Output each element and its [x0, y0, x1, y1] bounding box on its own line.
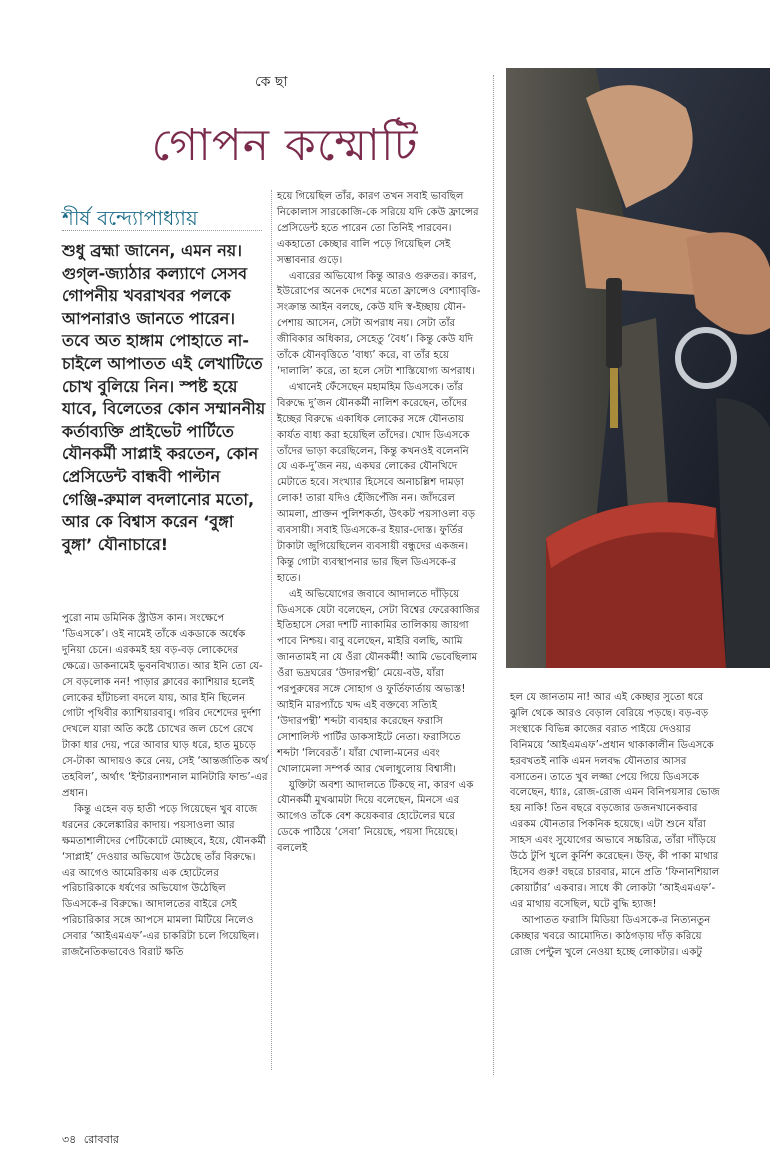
- paragraph: হয়ে গিয়েছিল তাঁর, কারণ তখন সবাই ভাবছিল নিকোলাস সারকোজি-কে সরিয়ে যদি কেউ ফ্রান্সের প্রেসিডেন্ট হতে পারেন তো তিনিই পারবেন। একহাতো কেচ্ছার বালি পড়ে গিয়েছিল সেই সম্ভাবনার গুড়ে।: [277, 191, 479, 266]
- paragraph: হল যে জানতাম না! আর এই কেচ্ছার সুতো ধরে ঝুলি থেকে আরও বেড়াল বেরিয়ে পড়ছে। বড়-বড় সংস্থাকে বিভিন্ন কাজের বরাত পাইয়ে দেওয়ার বিনিময়ে ‘আইএমএফ’-প্রধান থাকাকালীন ডিএসকে হরবখতই নাকি এমন দলবদ্ধ যৌনতার আসর বসাতেন। তাতে খুব লজ্জা পেয়ে গিয়ে ডিএসকে বলেছেন, ধ্যাঃ, রোজ-রোজ এমন বিনিপয়সার ভোজ হয় নাকি! তিন বছরে বড়জোর ডজনখানেকবার এরকম যৌনতার পিকনিক হয়েছে। এটা শুনে যাঁরা সাহস এবং সুযোগের অভাবে সচ্চরিত্র, তাঁরা দাঁড়িয়ে উঠে টুপি খুলে কুর্নিশ করেছেন। উফ্, কী পাকা মাথার হিসেব গুরু! বছরে চারবার, মানে প্রতি ‘ফিনানশিয়াল কোয়ার্টার’ একবার। সাধে কী লোকটা ‘আইএমএফ’-এর মাথায় বসেছিল, ঘটে বুদ্ধি হ্যাজ!: [510, 692, 720, 910]
- magazine-name: রোববার: [83, 1133, 119, 1146]
- page-footer: [62, 1131, 119, 1150]
- byline-divider: [62, 230, 262, 231]
- intro-paragraph: শুধু ব্রহ্মা জানেন, এমন নয়। গুগ্‌ল-জ্যাঠার কল্যাণে সেসব গোপনীয় খবরাখবর পলকে আপনারাও জানতে পারেন। তবে অত হাঙ্গাম পোহাতে না-চাইলে আপাতত এই লেখাটিতে চোখ বুলিয়ে নিন। স্পষ্ট হয়ে যাবে, বিলেতের কোন সম্মাননীয় কর্তাব্যক্তি প্রাইভেট পার্টিতে যৌনকর্মী সাপ্লাই করতেন, কোন প্রেসিডেন্ট বান্ধবী পাল্টান গেঞ্জি-রুমাল বদলানোর মতো, আর কে বিশ্বাস করেন ‘বুঙ্গা বুঙ্গা’ যৌনাচারে!: [62, 241, 266, 554]
- paragraph: পুরো নাম ডমিনিক স্ট্রাউস কান। সংক্ষেপে ‘ডিএসকে’। ওই নামেই তাঁকে একডাকে অর্ধেক দুনিয়া চেনে। এরকমই হয় বড়-বড় লোকেদের ক্ষেত্রে। ডাকনামেই ভুবনবিখ্যাত। আর ইনি তো যে-সে বড়লোক নন! পাড়ার ক্লাবের ক্যাশিয়ার হলেই লোকের হাঁটাচলা বদলে যায়, আর ইনি ছিলেন গোটা পৃথিবীর ক্যাশিয়ারবাবু। গরিব দেশেদের দুর্দশা দেখলে যারা অতি কষ্টে চোখের জল চেপে রেখে টাকা ধার দেয়, পরে আবার ঘাড় ধরে, হাত মুচড়ে সে-টাকা আদায়ও করে নেয়, সেই ‘আন্তর্জাতিক অর্থ তহবিল’, অর্থাৎ ‘ইন্টারন্যাশনাল মানিটারি ফান্ড’-এর প্রধান।: [62, 613, 269, 799]
- paragraph: এই অভিযোগের জবাবে আদালতে দাঁড়িয়ে ডিএসকে যেটা বলেছেন, সেটা বিশ্বের ফেরেব্বাজির ইতিহাসে সেরা দশটি ন্যাকামির তালিকায় জায়গা পাবে নিশ্চয়। বাবু বলেছেন, মাইরি বলছি, আমি জানতামই না যে ওঁরা যৌনকর্মী! আমি ভেবেছিলাম ওঁরা ভদ্রঘরের ‘উদারপন্থী’ মেয়ে-বউ, যাঁরা পরপুরুষের সঙ্গে সোহাগ ও ফুর্তিফার্তায় অভ্যস্ত! আইনি মারপ্যাঁচে খদ্দ এই বক্তব্যে সত্যিই ‘উদারপন্থী’ শব্দটা ব্যবহার করেছেন ফরাসি সোশালিস্ট পার্টির ডাকসাইটে নেতা। ফরাসিতে শব্দটা ‘লিবেরতঁ’। যাঁরা খোলা-মনের এবং খোলামেলা সম্পর্ক আর খেলাধুলোয় বিশ্বাসী।: [277, 588, 480, 775]
- column-divider-1: [271, 190, 272, 1070]
- column-2: [277, 189, 481, 857]
- paragraph: এখানেই ফেঁসেছেন মহামহিম ডিএসকে। তাঁর বিরুদ্ধে দু’জন যৌনকর্মী নালিশ করেছেন, তাঁদের ইচ্ছের বিরুদ্ধে একাধিক লোকের সঙ্গে যৌনতায় কার্যত বাধ্য করা হয়েছিল তাঁদের। খোদ ডিএসকে তাঁদের ভাড়া করেছিলেন, কিন্তু কখনওই বলেননি যে এক-দু’জন নয়, একঘর লোকের যৌনখিদে মেটাতে হবে। সংখ্যার হিসেবে অনাচল্লিশ দামড়া লোক! তারা যদিও হেঁজিপেঁজি নন। জাঁদরেল আমলা, প্রাক্তন পুলিশকর্তা, উৎকট পয়সাওলা বড় ব্যবসায়ী। সবাই ডিএসকে-র ইয়ার-দোস্ত। ফুর্তির টাকাটা জুগিয়েছিলেন ব্যবসায়ী বন্ধুদের একজন। কিন্তু গোটা ব্যবস্থাপনার ভার ছিল ডিএসকে-র হাতে।: [277, 381, 476, 584]
- paragraph: আপাতত ফরাসি মিডিয়া ডিএসকে-র নিত্যনতুন কেচ্ছার খবরে আমোদিত। কাঠগড়ায় দাঁড় করিয়ে রোজ পেন্টুল খুলে নেওয়া হচ্ছে লোকটার। একটু: [510, 914, 711, 958]
- byline: শীর্ষ বন্দ্যোপাধ্যায়: [62, 206, 198, 230]
- handcuffs-photo-illustration: [506, 68, 770, 668]
- page-number: ৩৪: [62, 1133, 77, 1146]
- column-divider-2: [493, 75, 494, 1075]
- section-kicker: কে ছা: [255, 74, 288, 90]
- article-photo: [506, 68, 770, 668]
- paragraph: কিন্তু এহেন বড় হাতী পড়ে গিয়েছেন খুব বাজে ধরনের কেলেঙ্কারির কাদায়। পয়সাওলা আর ক্ষমতাশালীদের পেটিকোটে মোচ্ছবে, ইয়ে, যৌনকর্মী ‘সাপ্লাই’ দেওয়ার অভিযোগ উঠেছে তাঁর বিরুদ্ধে। এর আগেও আমেরিকায় এক হোটেলের পরিচারিকাকে ধর্ষণের অভিযোগ উঠেছিল ডিএসকে-র বিরুদ্ধে। আদালতের বাইরে সেই পরিচারিকার সঙ্গে আপসে মামলা মিটিয়ে নিলেও সেবার ‘আইএমএফ’-এর চাকরিটা চলে গিয়েছিল। রাজনৈতিকভাবেও বিরাট ক্ষতি: [62, 803, 267, 959]
- headline: গোপন কম্মোটি: [151, 120, 419, 171]
- paragraph: এবারের অভিযোগ কিন্তু আরও গুরুতর। কারণ, ইউরোপের অনেক দেশের মতো ফ্রান্সেও বেশ্যাবৃত্তি-সংক্রান্ত আইন বলছে, কেউ যদি স্ব-ইচ্ছায় যৌন-পেশায় আসেন, সেটা অপরাধ নয়। সেটা তাঁর জীবিকার অধিকার, সেহেতু ‘বৈধ’। কিন্তু কেউ যদি তাঁকে যৌনবৃত্তিতে ‘বাধ্য’ করে, বা তাঁর হয়ে ‘দালালি’ করে, তা হলে সেটা শাস্তিযোগ্য অপরাধ।: [277, 270, 481, 377]
- column-3: [510, 690, 720, 960]
- paragraph: যুক্তিটা অবশ্য আদালতে টিকছে না, কারণ এক যৌনকর্মী মুখঝামটা দিয়ে বলেছেন, মিনসে এর আগেও তাঁকে বেশ কয়েকবার হোটেলের ঘরে ডেকে পাঠিয়ে ‘সেবা’ নিয়েছে, পয়সা দিয়েছে। বললেই: [277, 779, 474, 855]
- column-1: [62, 611, 268, 961]
